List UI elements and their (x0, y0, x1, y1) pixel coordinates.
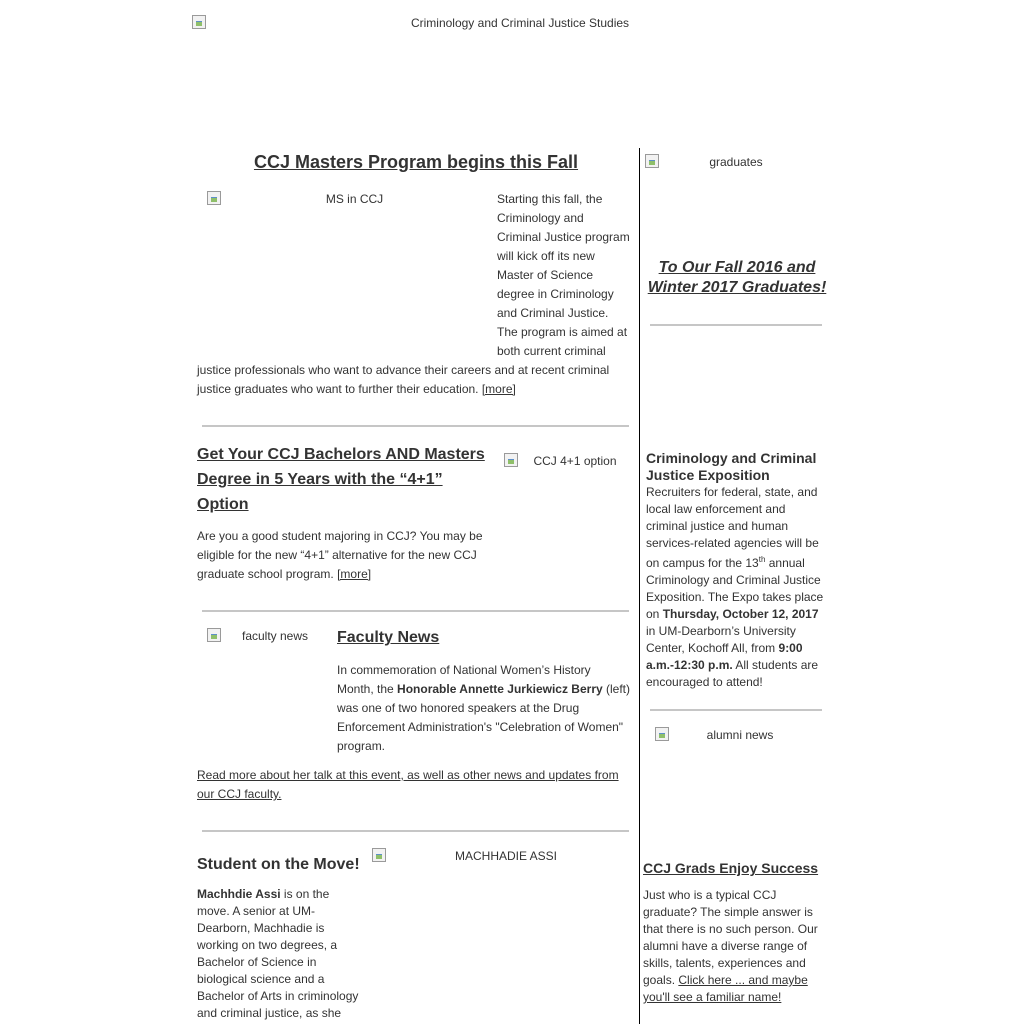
expo-ordinal-suffix: th (758, 555, 766, 564)
faculty-line-text: Month, the (337, 682, 398, 696)
faculty-news-image-alt: faculty news (241, 629, 309, 643)
header-logo-alt: Criminology and Criminal Justice Studies (410, 16, 630, 30)
student-line: biological science and a (197, 972, 325, 986)
student-line: and criminal justice, as she (197, 1006, 342, 1020)
graduates-image[interactable] (645, 154, 827, 174)
ccj-4plus1-image[interactable] (504, 453, 630, 473)
four-plus-one-title-line[interactable]: Degree in 5 Years with the “4+1” (197, 471, 443, 488)
masters-line: will kick off its new (497, 249, 595, 263)
expo-line (646, 640, 831, 657)
expo-line: criminal justice and human (646, 519, 789, 533)
expo-title-line: Justice Exposition (646, 467, 770, 483)
grads-line: Just who is a typical CCJ (643, 888, 777, 902)
ms-ccj-image-alt: MS in CCJ (325, 192, 384, 206)
grads-line: that there is no such person. Our (643, 922, 818, 936)
faculty-line (337, 680, 637, 699)
expo-line-text: All students are (732, 658, 819, 672)
faculty-line: was one of two honored speakers at the Drug (337, 701, 580, 715)
grads-success-body (643, 887, 833, 1006)
four-plus-one-body (197, 527, 497, 584)
alumni-news-image[interactable] (655, 727, 825, 747)
expo-line-text: on (646, 607, 663, 621)
faculty-news-title-link[interactable]: Faculty News (337, 629, 440, 646)
expo-body (646, 484, 831, 691)
sidebar-divider (650, 709, 822, 711)
expo-line: in UM-Dearborn’s University (646, 624, 796, 638)
faculty-read-more-link[interactable]: our CCJ faculty. (197, 787, 282, 801)
expo-title-line: Criminology and Criminal (646, 450, 817, 466)
expo-line (646, 657, 831, 674)
section-divider (202, 830, 629, 832)
expo-line (646, 606, 831, 623)
masters-more-link[interactable]: [more] (481, 382, 516, 396)
sidebar-divider (650, 324, 822, 326)
faculty-news-image[interactable] (207, 628, 327, 648)
graduates-title[interactable] (643, 258, 831, 298)
student-line: Bachelor of Arts in criminology (197, 989, 359, 1003)
student-line: move. A senior at UM- (197, 904, 316, 918)
expo-line: local law enforcement and (646, 502, 786, 516)
masters-line: Starting this fall, the (497, 192, 603, 206)
broken-image-icon (207, 628, 221, 642)
masters-title-link[interactable]: CCJ Masters Program begins this Fall (253, 152, 579, 172)
ms-ccj-image[interactable] (207, 191, 502, 211)
masters-wide-text: justice graduates who want to further their education. (197, 382, 479, 396)
grads-success-title[interactable] (643, 859, 818, 877)
expo-line: services-related agencies will be (646, 536, 819, 550)
faculty-news-title[interactable] (337, 628, 439, 648)
section-divider (202, 425, 629, 427)
four-plus-one-title-line[interactable]: Get Your CCJ Bachelors AND Masters (197, 446, 485, 463)
ccj-4plus1-image-alt: CCJ 4+1 option (533, 454, 617, 468)
faculty-line: In commemoration of National Women’s History (337, 663, 591, 677)
expo-line-text: Center, Kochoff All, from (646, 641, 779, 655)
broken-image-icon (504, 453, 518, 467)
section-divider (202, 610, 629, 612)
grads-line (643, 972, 833, 989)
four-plus-one-text: graduate school program. (197, 567, 334, 581)
alumni-news-image-alt: alumni news (706, 728, 774, 742)
student-body (197, 886, 367, 1022)
expo-line: Exposition. The Expo takes place (646, 590, 824, 604)
student-line-text: is on the (280, 887, 330, 901)
grads-line (643, 989, 833, 1006)
graduates-image-alt: graduates (709, 155, 763, 169)
grads-line: alumni have a diverse range of (643, 939, 808, 953)
expo-line: encouraged to attend! (646, 675, 763, 689)
masters-line: and Criminal Justice. (497, 306, 609, 320)
grads-line-text: goals. (643, 973, 679, 987)
expo-line: Recruiters for federal, state, and (646, 485, 818, 499)
grads-click-here-link[interactable]: Click here ... and maybe (678, 973, 808, 987)
grads-success-title-link[interactable]: CCJ Grads Enjoy Success (643, 860, 819, 876)
student-line: working on two degrees, a (197, 938, 338, 952)
masters-title[interactable] (196, 151, 636, 173)
grads-click-here-link[interactable]: you'll see a familiar name! (643, 990, 782, 1004)
expo-title (646, 450, 831, 484)
faculty-read-more[interactable] (197, 766, 637, 804)
masters-wide-line: justice professionals who want to advance their careers and at recent criminal (197, 363, 610, 377)
column-divider (639, 148, 640, 1024)
four-plus-one-title[interactable] (197, 442, 497, 517)
four-plus-one-title-line[interactable]: Option (197, 496, 249, 513)
graduates-title-line[interactable]: To Our Fall 2016 and (658, 259, 816, 276)
masters-body-narrow (497, 190, 639, 361)
faculty-honoree-name: Honorable Annette Jurkiewicz Berry (397, 682, 603, 696)
faculty-line-text: (left) (602, 682, 631, 696)
faculty-read-more-link[interactable]: Read more about her talk at this event, as well as other news and updates from (197, 768, 619, 782)
student-line: Dearborn, Machhadie is (197, 921, 325, 935)
masters-line: The program is aimed at (497, 325, 628, 339)
grads-line: skills, talents, experiences and (643, 956, 806, 970)
student-image[interactable] (372, 848, 640, 868)
masters-line: Criminology and (497, 211, 584, 225)
header-logo-image[interactable] (192, 15, 848, 35)
masters-line: both current criminal (497, 344, 606, 358)
faculty-line: program. (337, 739, 386, 753)
masters-line: Master of Science (497, 268, 594, 282)
grads-line: graduate? The simple answer is (643, 905, 813, 919)
masters-body-wide (197, 361, 637, 399)
faculty-news-body (337, 661, 637, 756)
expo-time-start: 9:00 (778, 641, 803, 655)
student-title: Student on the Move! (197, 856, 360, 873)
four-plus-one-line (197, 565, 497, 584)
graduates-title-line[interactable]: Winter 2017 Graduates! (647, 279, 827, 296)
expo-line-text: on campus for the 13 (646, 556, 759, 570)
student-line (197, 886, 367, 903)
four-plus-one-line: eligible for the new “4+1” alternative for the new CCJ (197, 548, 477, 562)
four-plus-one-line: Are you a good student majoring in CCJ? You may be (197, 529, 483, 543)
expo-date: Thursday, October 12, 2017 (662, 607, 819, 621)
masters-wide-line (197, 380, 637, 399)
expo-time-range: a.m.-12:30 p.m. (646, 658, 733, 672)
student-image-alt: MACHHADIE ASSI (454, 849, 558, 863)
four-plus-one-more-link[interactable]: [more] (337, 567, 372, 581)
expo-line-text: annual (765, 556, 805, 570)
student-line: Bachelor of Science in (197, 955, 317, 969)
masters-line: Criminal Justice program (497, 230, 630, 244)
faculty-line: Enforcement Administration's "Celebration of Women" (337, 720, 624, 734)
masters-line: degree in Criminology (497, 287, 614, 301)
expo-line: Criminology and Criminal Justice (646, 573, 821, 587)
expo-line (646, 555, 831, 572)
student-name: Machhdie Assi (197, 887, 281, 901)
